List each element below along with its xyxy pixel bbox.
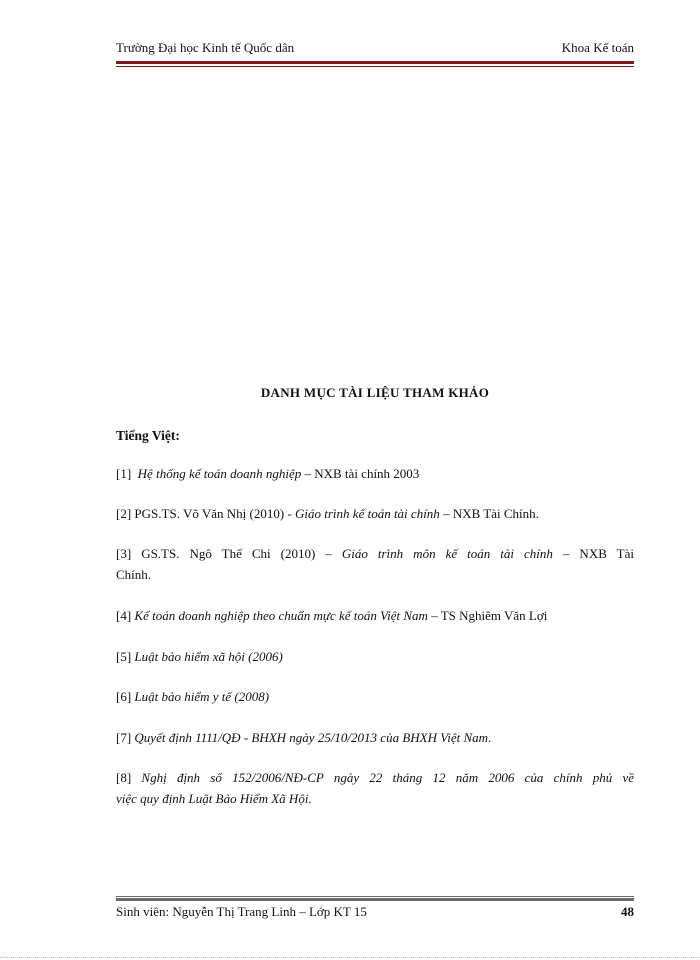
header-rule-thin (116, 66, 634, 67)
reference-number: [3] (116, 546, 132, 561)
footer-rule-thin (116, 896, 634, 897)
reference-title: Giáo trình kế toán tài chính (295, 506, 440, 521)
reference-number: [6] (116, 689, 132, 704)
reference-number: [7] (116, 730, 132, 745)
page-number: 48 (621, 904, 634, 919)
reference-number: [5] (116, 649, 132, 664)
reference-title: Quyết định 1111/QĐ - BHXH ngày 25/10/2013 của BHXH Việt Nam (134, 730, 489, 745)
reference-item-5 (116, 646, 634, 667)
reference-number: [8] (116, 770, 132, 785)
reference-continuation: Chính. (116, 567, 152, 582)
reference-publisher: – TS Nghiêm Văn Lợi (427, 608, 548, 623)
page-title: DANH MỤC TÀI LIỆU THAM KHẢO (260, 385, 490, 400)
reference-title: Nghị định số 152/2006/NĐ-CP ngày 22 tháng 12 năm 2006 của chính phủ về (141, 770, 635, 785)
reference-item-3 (116, 543, 634, 585)
reference-number: [2] (116, 506, 132, 521)
reference-title: Luật bảo hiểm y tế (2008) (134, 689, 270, 704)
page-header (116, 40, 634, 60)
reference-title: Kế toán doanh nghiệp theo chuẩn mực kế toán Việt Nam (134, 608, 428, 623)
reference-title: Hệ thống kế toán doanh nghiệp (137, 466, 302, 481)
reference-publisher: – NXB Tài (552, 546, 634, 561)
reference-number: [4] (116, 608, 132, 623)
reference-author: PGS.TS. Võ Văn Nhị (2010) - (134, 506, 296, 521)
footer-student: Sinh viên: Nguyễn Thị Trang Linh – Lớp KT 15 (116, 904, 367, 919)
header-faculty: Khoa Kế toán (561, 40, 634, 55)
reference-continuation: việc quy định Luật Bảo Hiểm Xã Hội. (116, 791, 312, 806)
footer-rule-thick (116, 898, 634, 901)
reference-title: Giáo trình môn kế toán tài chính (341, 546, 553, 561)
reference-item-6 (116, 686, 634, 707)
reference-item-8 (116, 767, 634, 809)
reference-number: [1] (116, 466, 132, 481)
reference-item-4 (116, 605, 634, 626)
header-university: Trường Đại học Kinh tế Quốc dân (116, 40, 295, 55)
reference-publisher: – NXB Tài Chính. (439, 506, 539, 521)
reference-title: Luật bảo hiểm xã hội (2006) (134, 649, 283, 664)
reference-item-2 (116, 503, 634, 524)
reference-author: GS.TS. Ngô Thế Chi (2010) – (141, 546, 342, 561)
reference-publisher: – NXB tài chính 2003 (301, 466, 420, 481)
reference-publisher: . (488, 730, 492, 745)
reference-item-7 (116, 727, 634, 748)
page-footer (116, 904, 634, 924)
page-edge-divider (0, 957, 700, 958)
header-rule-thick (116, 61, 634, 64)
reference-item-1 (116, 463, 634, 484)
section-heading: Tiếng Việt: (116, 428, 180, 443)
